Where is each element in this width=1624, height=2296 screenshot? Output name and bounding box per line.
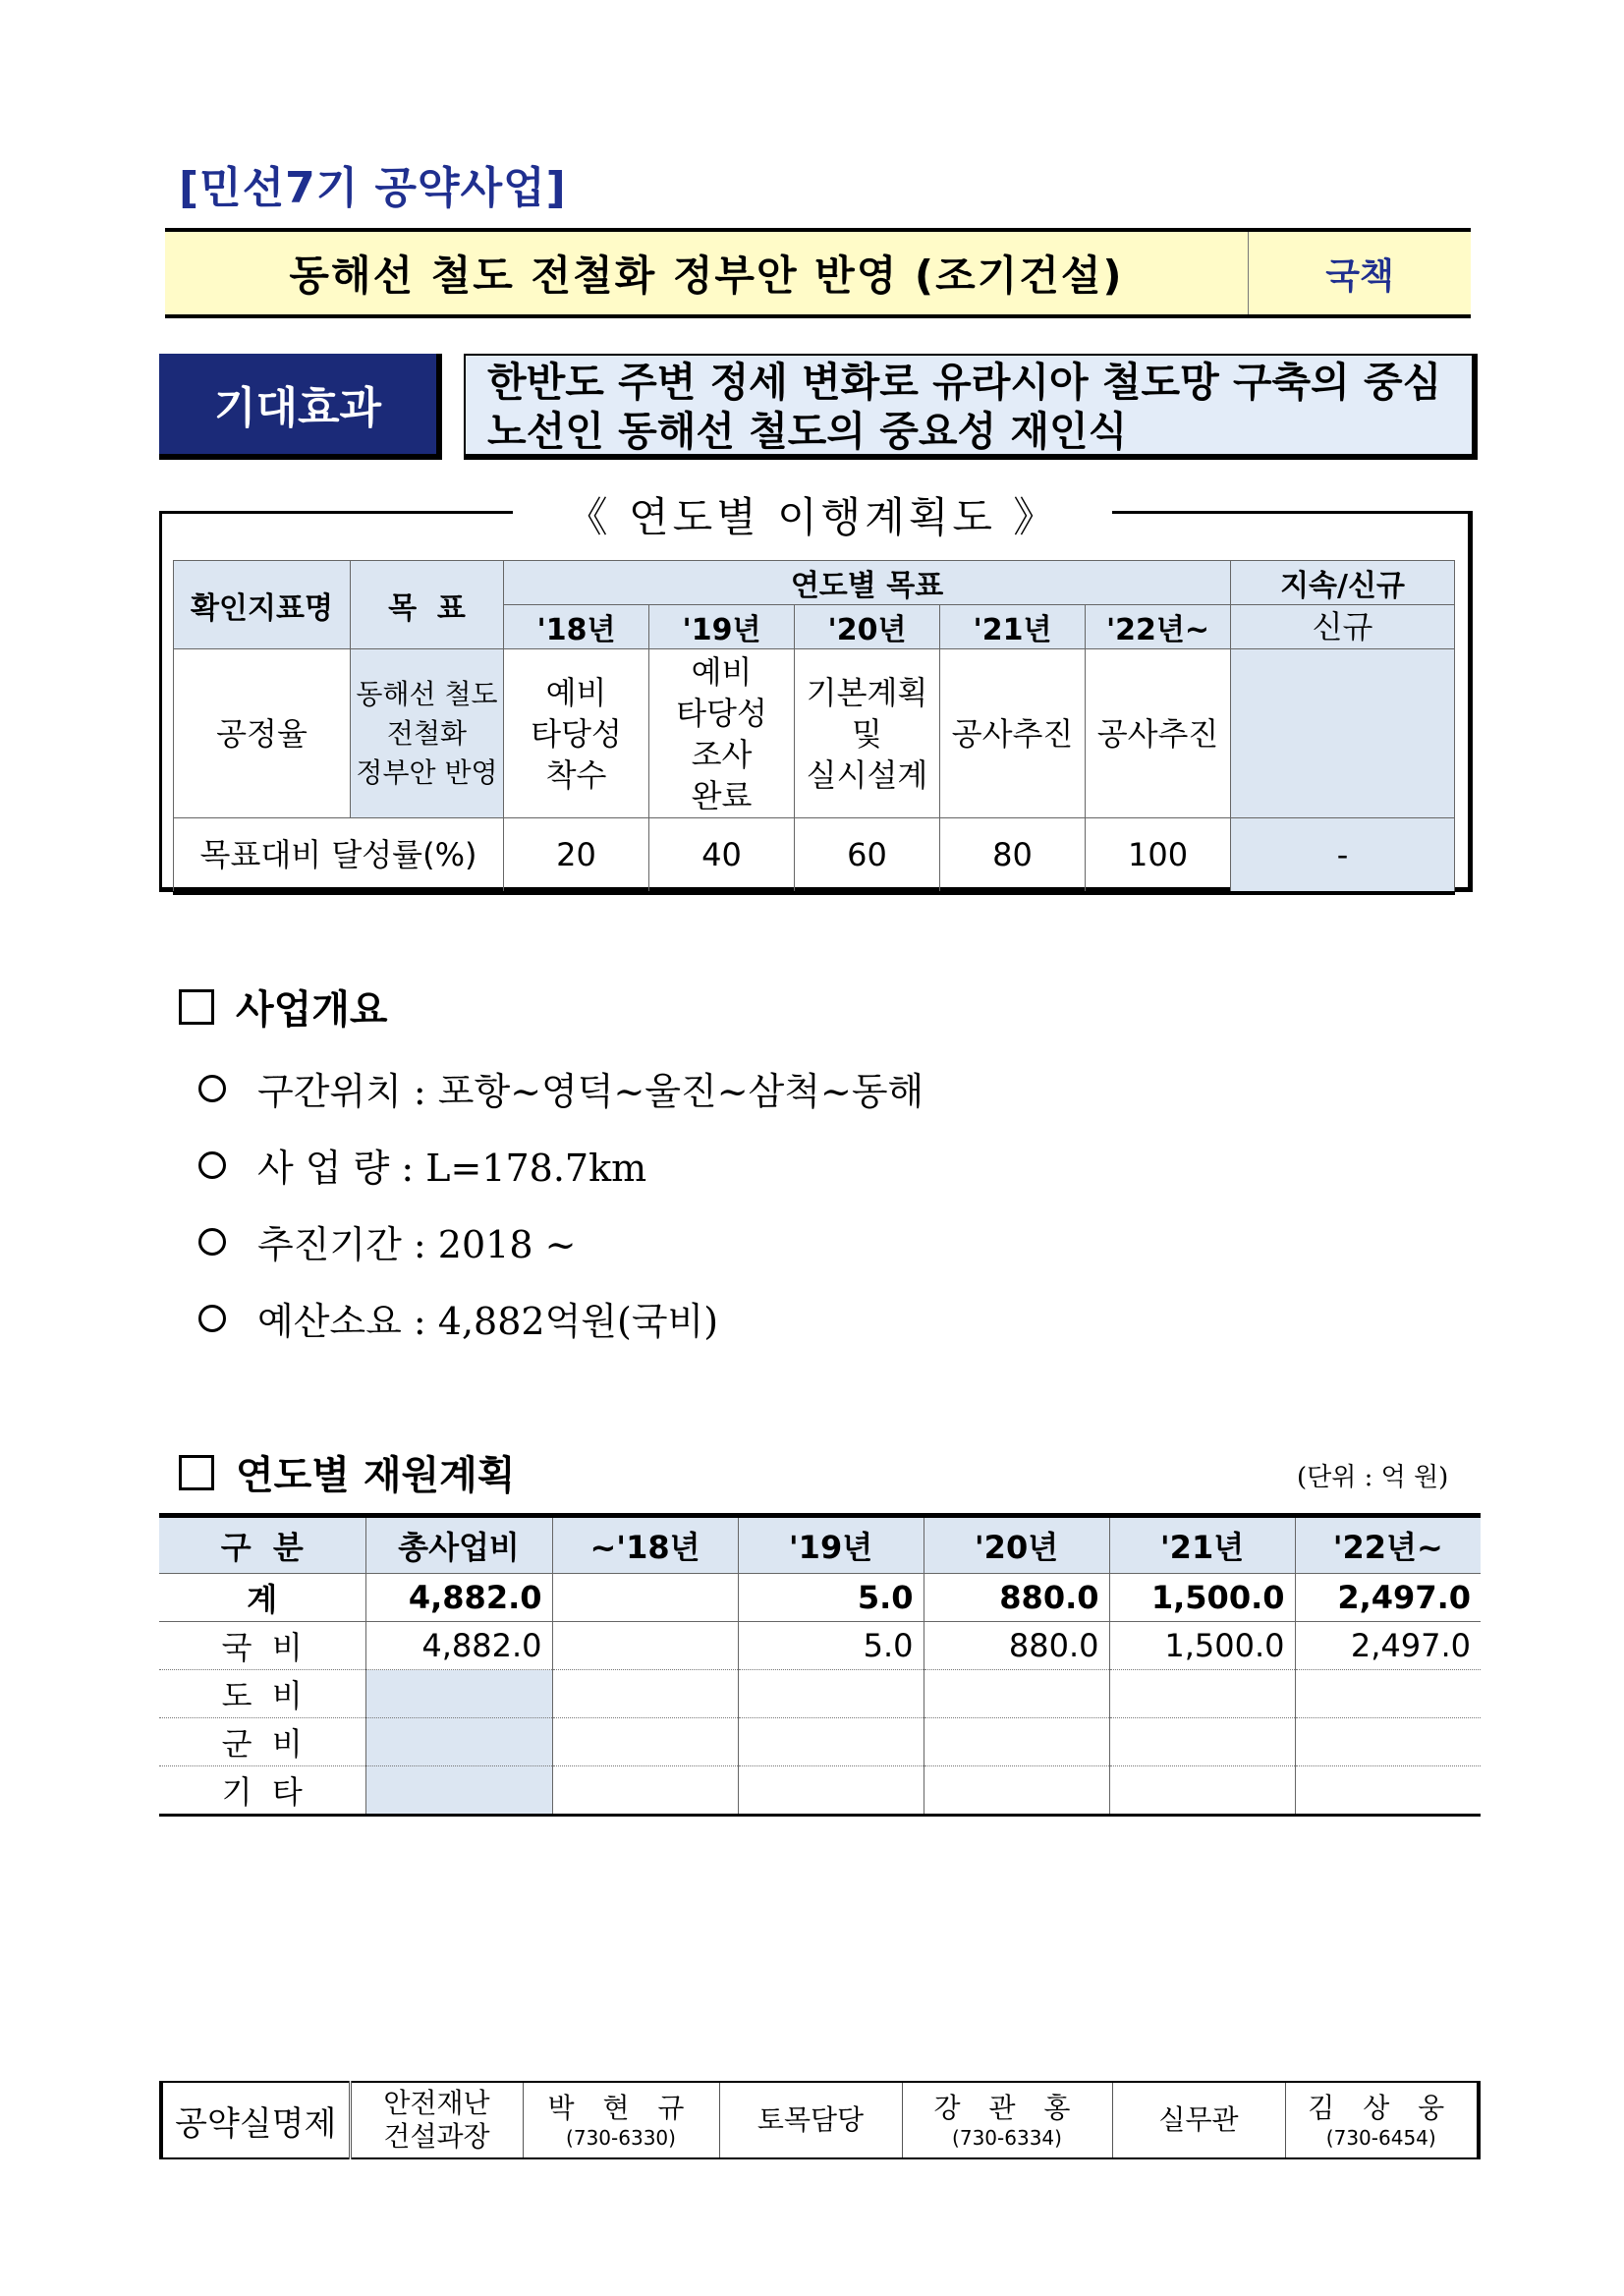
fin-cell: 기 타: [159, 1766, 365, 1816]
fin-cell: 도 비: [159, 1670, 365, 1718]
fin-cell: [1295, 1670, 1481, 1718]
achievement-22: 100: [1086, 818, 1231, 893]
checkbox-square-icon: [179, 1455, 214, 1490]
row-y20: [795, 649, 940, 818]
fin-header: ~'18년: [552, 1516, 738, 1574]
title-box: [165, 228, 1471, 318]
person-1: [523, 2082, 719, 2158]
plan-cell-line: 및: [852, 714, 882, 753]
fin-cell: [365, 1718, 552, 1766]
circle-bullet-icon: [198, 1228, 226, 1256]
fin-cell: 군 비: [159, 1718, 365, 1766]
header-year-20: '20년: [795, 605, 940, 649]
achievement-19: 40: [649, 818, 795, 893]
dept-line: 건설과장: [383, 2120, 490, 2153]
overview-item-text: 추진기간 : 2018 ~: [257, 1223, 577, 1266]
fin-cell: [738, 1718, 924, 1766]
fin-header: 총사업비: [365, 1516, 552, 1574]
overview-title-text: 사업개요: [236, 987, 388, 1033]
header-goal: 목 표: [351, 561, 504, 649]
role-2: 실무관: [1112, 2082, 1285, 2158]
role-1: 토목담당: [719, 2082, 902, 2158]
plan-cell-line: 조사: [691, 735, 753, 773]
project-title: 동해선 철도 전철화 정부안 반영 (조기건설): [289, 252, 1124, 300]
achievement-label: 목표대비 달성률(%): [174, 818, 504, 893]
goal-line: 정부안 반영: [356, 756, 498, 789]
fin-cell: [1295, 1718, 1481, 1766]
fin-cell: [924, 1766, 1109, 1816]
fin-cell: 5.0: [738, 1574, 924, 1622]
overview-item: [198, 1061, 924, 1115]
responsibility-table: [159, 2081, 1481, 2159]
person-3: [1285, 2082, 1479, 2158]
overview-section-title: [179, 979, 388, 1035]
plan-cell-line: 예비: [691, 652, 753, 691]
fin-cell: [552, 1718, 738, 1766]
fin-cell: [365, 1670, 552, 1718]
fin-cell: [924, 1718, 1109, 1766]
plan-cell-line: 기본계획: [806, 673, 928, 711]
fin-cell: [552, 1574, 738, 1622]
fin-cell: 1,500.0: [1109, 1622, 1295, 1670]
fin-cell: [1109, 1766, 1295, 1816]
fin-cell: [738, 1670, 924, 1718]
fin-cell: [365, 1766, 552, 1816]
row-y22: 공사추진: [1086, 649, 1231, 818]
fin-cell: [924, 1670, 1109, 1718]
circle-bullet-icon: [198, 1075, 226, 1102]
person-phone: (730-6454): [1325, 2126, 1436, 2150]
finance-section-title: [179, 1444, 515, 1500]
header-year-19: '19년: [649, 605, 795, 649]
person-name: 박 현 규: [547, 2092, 695, 2124]
finance-table: [159, 1513, 1481, 1817]
page-header-label: [민선7기 공약사업]: [179, 163, 567, 213]
fin-header: '19년: [738, 1516, 924, 1574]
plan-cell-line: 완료: [691, 776, 753, 814]
unit-note: (단위 : 억 원): [1297, 1463, 1449, 1492]
fin-header: '22년~: [1295, 1516, 1481, 1574]
person-name: 강 관 홍: [933, 2092, 1081, 2124]
plan-title: 《 연도별 이행계획도 》: [513, 489, 1112, 540]
plan-cell-line: 실시설계: [806, 756, 928, 794]
row-y18: [504, 649, 649, 818]
effect-label: 기대효과: [159, 354, 442, 460]
achievement-21: 80: [940, 818, 1086, 893]
plan-cell-line: 타당성: [676, 694, 767, 732]
overview-item-text: 구간위치 : 포항~영덕~울진~삼척~동해: [257, 1070, 924, 1113]
header-year-18: '18년: [504, 605, 649, 649]
goal-line: 전철화: [386, 716, 468, 750]
overview-item-text: 사 업 량 : L=178.7km: [257, 1147, 647, 1190]
overview-item: [198, 1291, 718, 1345]
header-year-22: '22년~: [1086, 605, 1231, 649]
achievement-20: 60: [795, 818, 940, 893]
effect-line-1: 한반도 주변 정세 변화로 유라시아 철도망 구축의 중심: [487, 359, 1442, 406]
plan-table: [173, 560, 1455, 895]
fin-cell: [738, 1766, 924, 1816]
row-y19: [649, 649, 795, 818]
goal-line: 동해선 철도: [356, 677, 498, 710]
fin-header: '21년: [1109, 1516, 1295, 1574]
person-2: [902, 2082, 1112, 2158]
fin-cell: [552, 1670, 738, 1718]
fin-cell: [552, 1622, 738, 1670]
table-row: [159, 1670, 1481, 1718]
fin-cell: 2,497.0: [1295, 1622, 1481, 1670]
table-row: [159, 1718, 1481, 1766]
circle-bullet-icon: [198, 1305, 226, 1332]
plan-cell-line: 착수: [545, 756, 607, 794]
person-phone: (730-6330): [566, 2126, 676, 2150]
overview-item-text: 예산소요 : 4,882억원(국비): [257, 1300, 719, 1343]
header-year-21: '21년: [940, 605, 1086, 649]
row-indicator: 공정율: [174, 649, 351, 818]
fin-cell: [1109, 1718, 1295, 1766]
table-row: [159, 1622, 1481, 1670]
fin-header: '20년: [924, 1516, 1109, 1574]
plan-cell-line: 타당성: [531, 714, 622, 753]
overview-item: [198, 1214, 576, 1268]
fin-cell: 2,497.0: [1295, 1574, 1481, 1622]
fin-cell: 계: [159, 1574, 365, 1622]
dept-line: 안전재난: [383, 2087, 490, 2119]
circle-bullet-icon: [198, 1151, 226, 1179]
fin-cell: 1,500.0: [1109, 1574, 1295, 1622]
fin-cell: 4,882.0: [365, 1574, 552, 1622]
fin-cell: 5.0: [738, 1622, 924, 1670]
effect-line-2: 노선인 동해선 철도의 중요성 재인식: [487, 408, 1128, 455]
status-value: 신규: [1231, 605, 1455, 649]
overview-item: [198, 1138, 646, 1192]
person-name: 김 상 웅: [1308, 2092, 1455, 2124]
row-goal: [351, 649, 504, 818]
fin-header: 구 분: [159, 1516, 365, 1574]
plan-cell-line: 예비: [545, 673, 607, 711]
finance-title-text: 연도별 재원계획: [236, 1453, 516, 1498]
header-yearly: 연도별 목표: [504, 561, 1231, 605]
effect-text: [464, 354, 1478, 460]
responsibility-dept: [350, 2082, 523, 2158]
header-indicator: 확인지표명: [174, 561, 351, 649]
achievement-18: 20: [504, 818, 649, 893]
responsibility-label: 공약실명제: [161, 2082, 350, 2158]
row-y21: 공사추진: [940, 649, 1086, 818]
fin-cell: [552, 1766, 738, 1816]
fin-cell: [1109, 1670, 1295, 1718]
fin-cell: 국 비: [159, 1622, 365, 1670]
fin-cell: 880.0: [924, 1574, 1109, 1622]
table-row: [159, 1574, 1481, 1622]
row-status: [1231, 649, 1455, 818]
header-status: 지속/신규: [1231, 561, 1455, 605]
achievement-status: -: [1231, 818, 1455, 893]
checkbox-square-icon: [179, 989, 214, 1025]
project-category: 국책: [1248, 232, 1471, 314]
fin-cell: 4,882.0: [365, 1622, 552, 1670]
table-row: [159, 1766, 1481, 1816]
fin-cell: 880.0: [924, 1622, 1109, 1670]
person-phone: (730-6334): [952, 2126, 1062, 2150]
fin-cell: [1295, 1766, 1481, 1816]
